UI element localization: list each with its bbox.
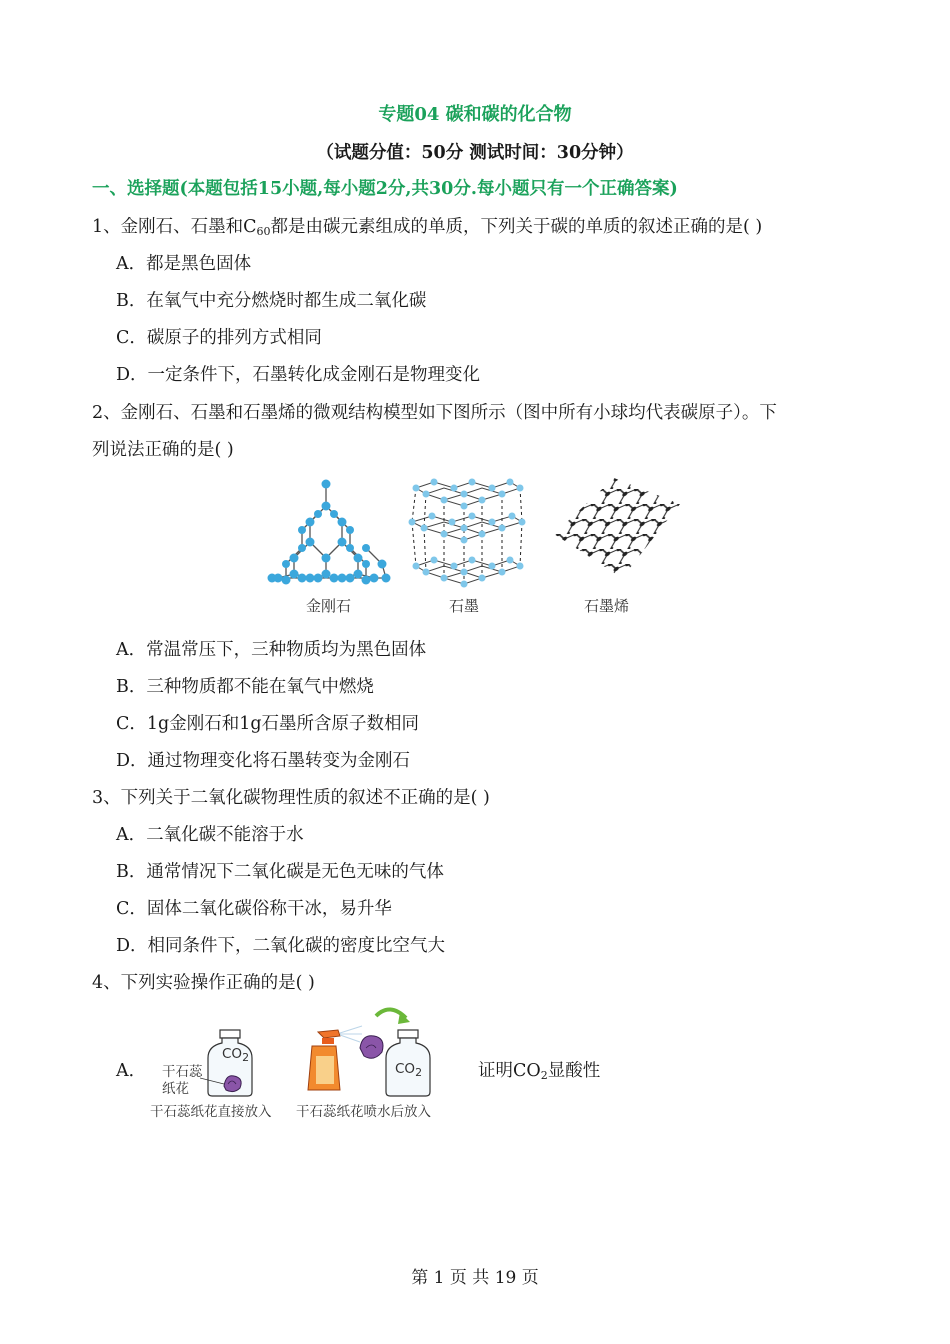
caption-spray-placement: 干石蕊纸花喷水后放入 [296,1104,431,1120]
diamond-structure-figure [262,474,397,592]
graphene-label: 石墨烯 [584,597,630,615]
question-4-stem: 4、下列实验操作正确的是( ) [92,973,315,993]
left-bottle-co2-label: $CO_2$ [222,1046,250,1064]
question-2-stem-line1: 2、金刚石、石墨和石墨烯的微观结构模型如下图所示（图中所有小球均代表碳原子）。下 [92,403,777,423]
document-subtitle: （试题分值：50分 测试时间：30分钟） [316,143,634,163]
q1-option-c: C．碳原子的排列方式相同 [116,328,322,348]
q4-option-a-letter: A． [116,1061,147,1081]
flower-label-line1: 干石蕊 [162,1064,203,1080]
q3-option-d: D．相同条件下，二氧化碳的密度比空气大 [116,936,446,956]
q3-option-c: C．固体二氧化碳俗称干冰，易升华 [116,899,392,919]
question-3-stem: 3、下列关于二氧化碳物理性质的叙述不正确的是( ) [92,788,490,808]
q2-option-c: C．1g金刚石和1g石墨所含原子数相同 [116,714,420,734]
question-1-stem: 1、金刚石、石墨和$C_{60}$都是由碳元素组成的单质，下列关于碳的单质的叙述正确的是( ) [92,217,763,238]
graphite-structure-figure [402,474,528,590]
caption-direct-placement: 干石蕊纸花直接放入 [150,1104,272,1120]
q3-option-b: B．通常情况下二氧化碳是无色无味的气体 [116,862,444,882]
page-footer: 第 1 页 共 19 页 [411,1268,539,1288]
q1-option-a: A．都是黑色固体 [116,254,252,274]
diamond-label: 金刚石 [306,597,352,615]
section-heading: 一、选择题(本题包括15小题,每小题2分,共30分.每小题只有一个正确答案) [92,179,678,199]
document-title: 专题04 碳和碳的化合物 [378,104,572,125]
graphite-label: 石墨 [449,597,480,615]
question-2-stem-line2: 列说法正确的是( ) [92,440,234,460]
q2-option-b: B．三种物质都不能在氧气中燃烧 [116,677,374,697]
right-bottle-co2-label: $CO_2$ [395,1061,423,1079]
q1-option-d: D．一定条件下，石墨转化成金刚石是物理变化 [116,365,481,385]
graphene-structure-figure [550,474,684,582]
q2-option-d: D．通过物理变化将石墨转变为金刚石 [116,751,411,771]
q2-option-a: A．常温常压下，三种物质均为黑色固体 [116,640,427,660]
flower-label-line2: 纸花 [162,1081,189,1097]
q3-option-a: A．二氧化碳不能溶于水 [116,825,304,845]
q1-option-b: B．在氧气中充分燃烧时都生成二氧化碳 [116,291,427,311]
q4-option-a-text: 证明$CO_2$显酸性 [478,1061,601,1082]
